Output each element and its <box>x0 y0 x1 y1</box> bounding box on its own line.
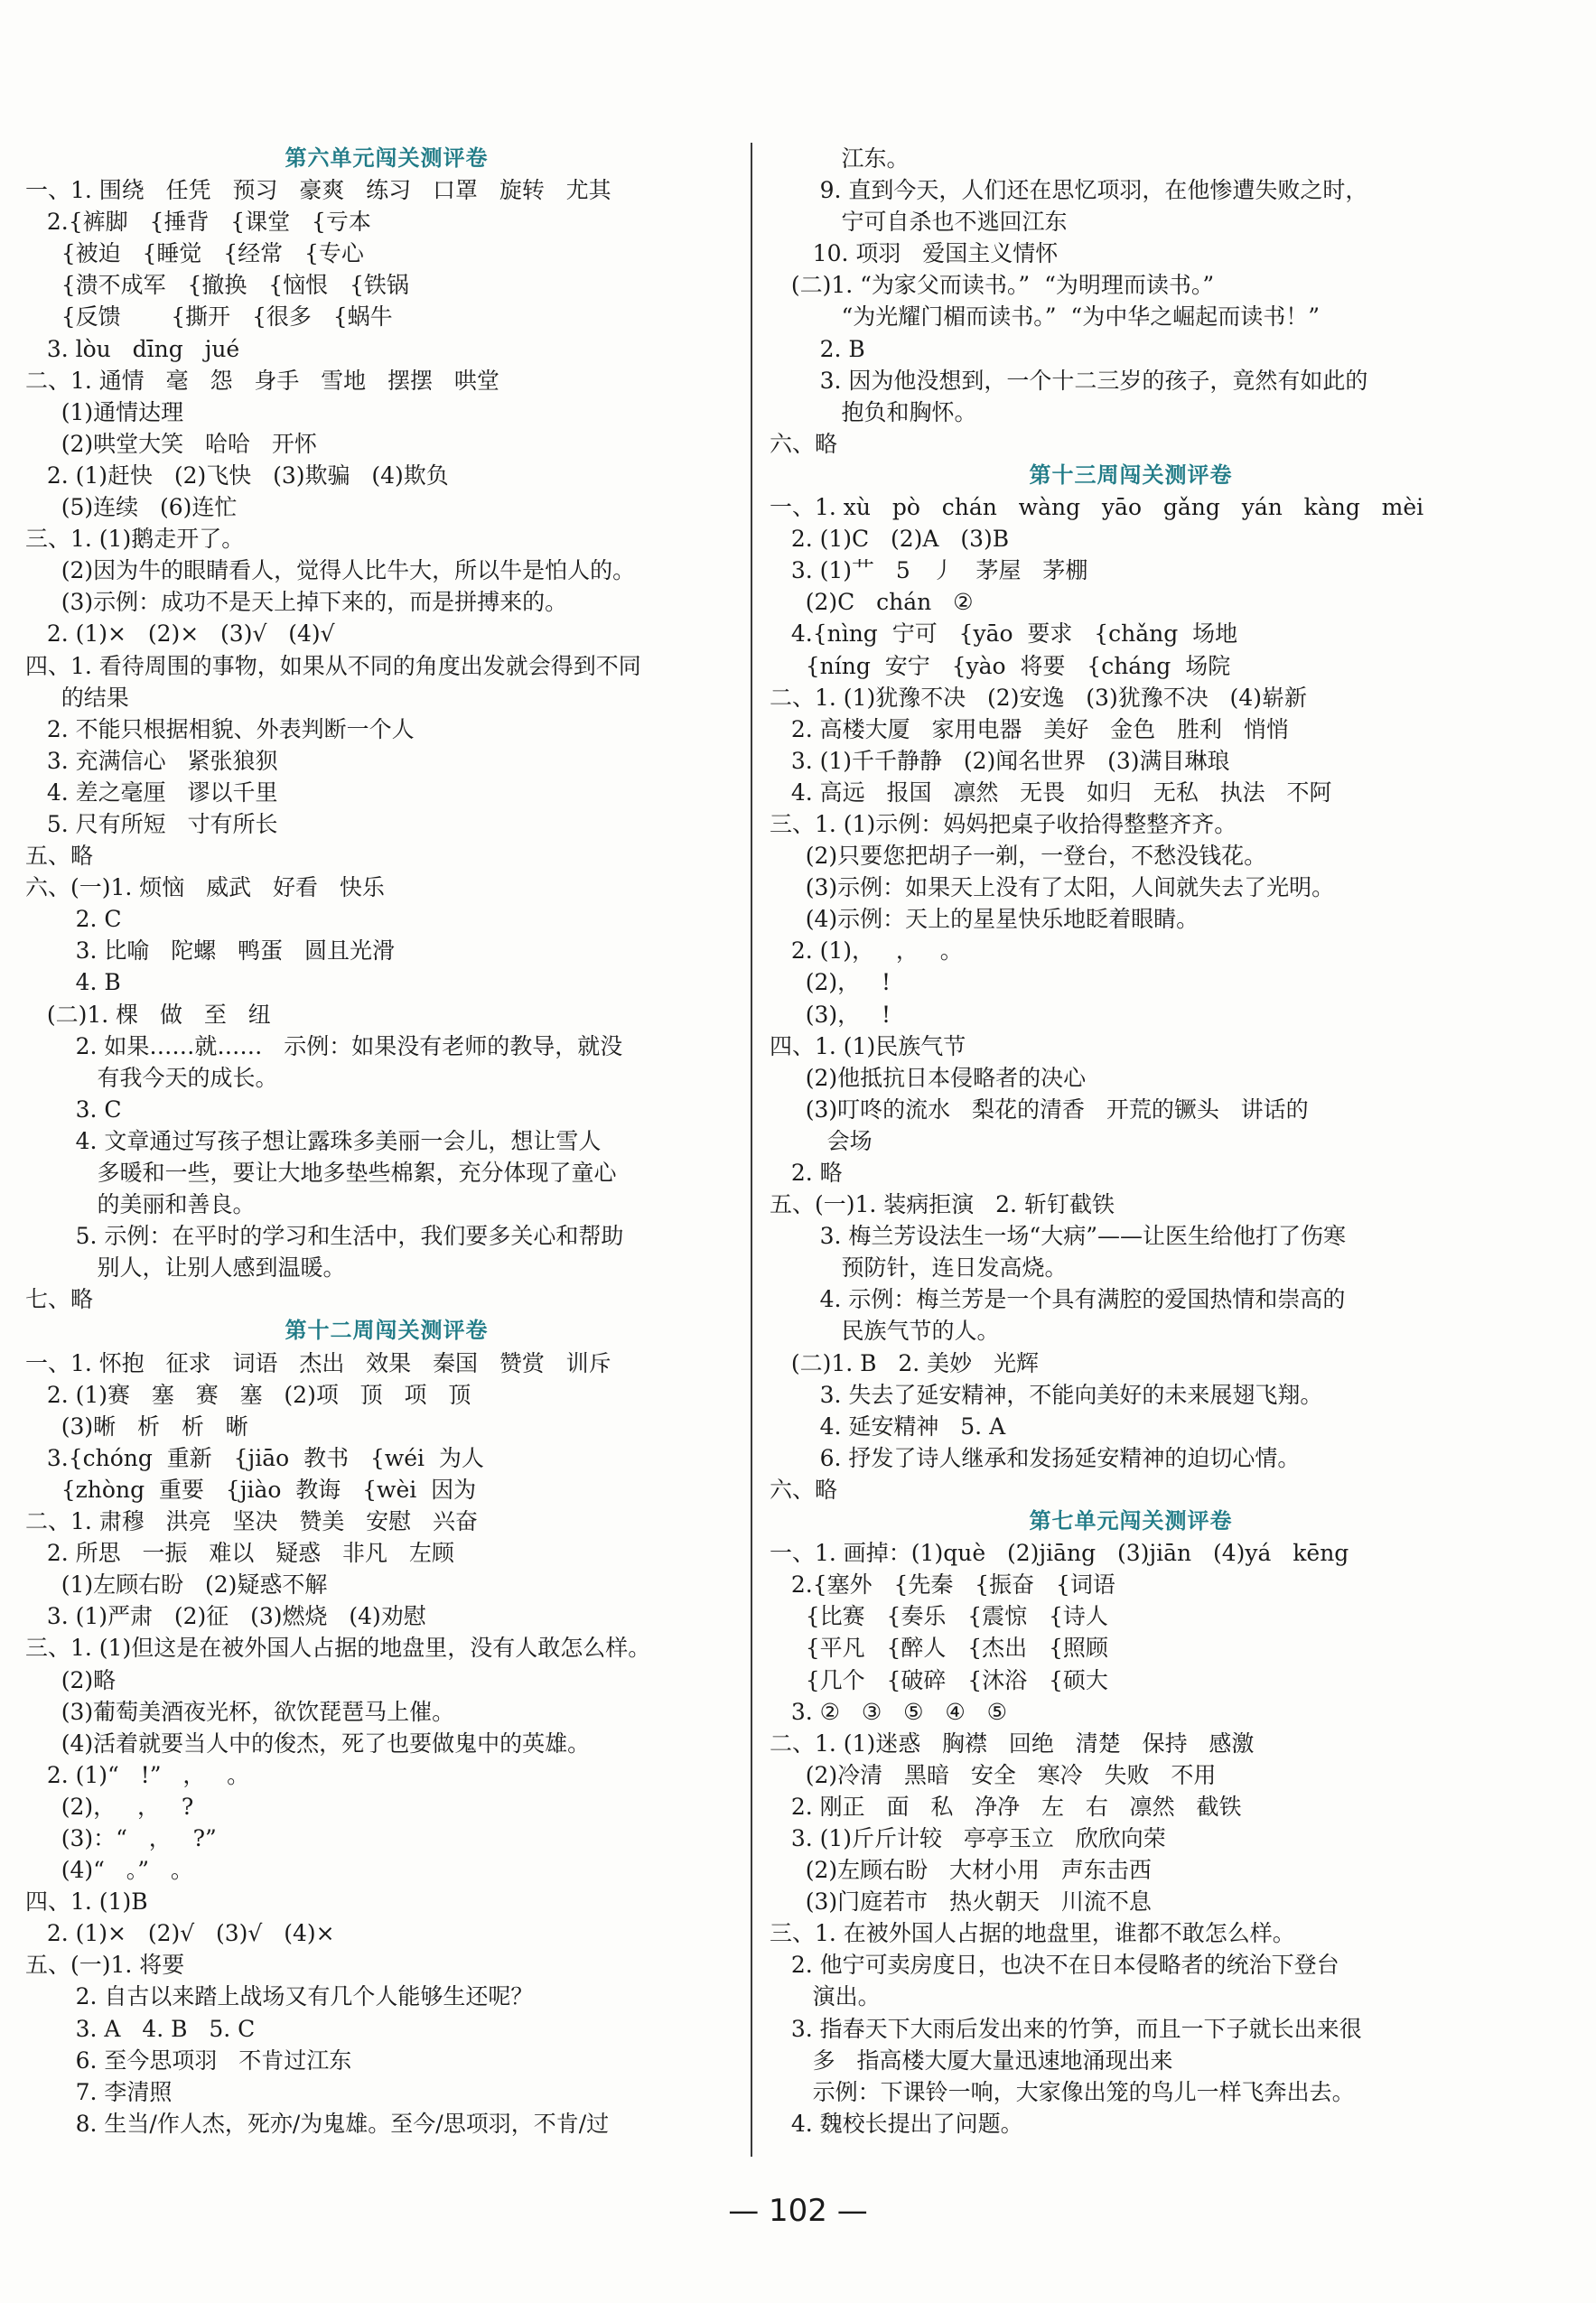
answer-line: 3. 因为他没想到，一个十二三岁的孩子，竟然有如此的 <box>770 367 1368 394</box>
answer-line: 四、1. 看待周围的事物，如果从不同的角度出发就会得到不同 <box>25 652 641 679</box>
answer-line: 一、1. 怀抱 征求 词语 杰出 效果 秦国 赞赏 训斥 <box>25 1349 611 1376</box>
answer-line: 三、1. (1)鹅走开了。 <box>25 526 245 553</box>
answer-line: 7. 李清照 <box>25 2078 173 2105</box>
answer-line: 五、略 <box>25 843 94 870</box>
answer-line: 二、1. 通情 毫 怨 身手 雪地 摆摆 哄堂 <box>25 367 499 394</box>
answer-line: 二、1. (1)迷惑 胸襟 回绝 清楚 保持 感激 <box>770 1730 1255 1757</box>
answer-line: (5)连续 (6)连忙 <box>25 494 238 521</box>
answer-line: 三、1. (1)但这是在被外国人占据的地盘里，没有人敢怎么样。 <box>25 1635 651 1662</box>
answer-line: 多暖和一些，要让大地多垫些棉絮，充分体现了童心 <box>25 1160 617 1186</box>
answer-line: 预防针，连日发高烧。 <box>770 1254 1068 1282</box>
answer-line: 3. 指春天下大雨后发出来的竹笋，而且一下子就长出来很 <box>770 2015 1362 2042</box>
answer-line: 四、1. (1)B <box>25 1888 148 1916</box>
answer-line: (2)因为牛的眼睛看人，觉得人比牛大，所以牛是怕人的。 <box>25 557 636 584</box>
answer-line: 2. (1)赶快 (2)飞快 (3)欺骗 (4)欺负 <box>25 462 449 489</box>
answer-line: (2)， ! <box>770 969 891 996</box>
answer-line: 六、(一)1. 烦恼 威武 好看 快乐 <box>25 874 385 901</box>
answer-line: 二、1. (1)犹豫不决 (2)安逸 (3)犹豫不决 (4)崭新 <box>770 684 1307 711</box>
answer-line: 3. (1)千千静静 (2)闻名世界 (3)满目琳琅 <box>770 747 1230 774</box>
answer-line: {zhòng 重要 {jiào 教诲 {wèi 因为 <box>25 1476 477 1503</box>
answer-line: (3)门庭若市 热火朝天 川流不息 <box>770 1888 1152 1916</box>
answer-line: 2. C <box>25 906 122 933</box>
answer-line: 2.{裤脚 {捶背 {课堂 {亏本 <box>25 209 371 236</box>
answer-line: (1)通情达理 <box>25 398 184 425</box>
answer-line: 演出。 <box>770 1983 881 2010</box>
answer-line: 二、1. 肃穆 洪亮 坚决 赞美 安慰 兴奋 <box>25 1508 479 1535</box>
answer-line: 的美丽和善良。 <box>25 1191 256 1218</box>
answer-line: 江东。 <box>770 145 910 172</box>
answer-line: 2. 他宁可卖房度日，也决不在日本侵略者的统治下登台 <box>770 1952 1339 1979</box>
answer-line: 民族气节的人。 <box>770 1318 1000 1345</box>
answer-line: 8. 生当/作人杰，死亦/为鬼雄。至今/思项羽，不肯/过 <box>25 2110 610 2137</box>
answer-line: 七、略 <box>25 1286 94 1313</box>
answer-line: 一、1. xù pò chán wàng yāo gǎng yán kàng mèi <box>770 494 1424 521</box>
answer-line: 2. 不能只根据相貌、外表判断一个人 <box>25 715 415 742</box>
answer-line: 有我今天的成长。 <box>25 1064 278 1091</box>
answer-line: 3. 失去了延安精神，不能向美好的未来展翅飞翔。 <box>770 1381 1323 1408</box>
left-column <box>25 143 748 2140</box>
answer-line: 3. lòu dīng jué <box>25 335 240 362</box>
answer-line: (2)哄堂大笑 哈哈 开怀 <box>25 430 317 457</box>
answer-line: (3)， ! <box>770 1001 891 1028</box>
answer-line: 5. 示例：在平时的学习和生活中，我们要多关心和帮助 <box>25 1223 624 1250</box>
answer-line: {比赛 {奏乐 {震惊 {诗人 <box>770 1603 1108 1630</box>
answer-line: 2. 刚正 面 私 净净 左 右 凛然 截铁 <box>770 1793 1242 1820</box>
answer-line: 一、1. 画掉：(1)què (2)jiāng (3)jiān (4)yá kēng <box>770 1540 1349 1567</box>
answer-line: {被迫 {睡觉 {经常 {专心 <box>25 240 364 267</box>
answer-line: 2. B <box>770 335 865 362</box>
answer-line: 6. 抒发了诗人继承和发扬延安精神的迫切心情。 <box>770 1444 1301 1471</box>
answer-line: 3.{chóng 重新 {jiāo 教书 {wéi 为人 <box>25 1444 484 1471</box>
answer-line: {平凡 {醉人 {杰出 {照顾 <box>770 1635 1108 1662</box>
answer-line: (3)：“ ， ?” <box>25 1824 217 1851</box>
section-title: 第十三周闯关测评卷 <box>1029 462 1233 488</box>
answer-line: 宁可自杀也不逃回江东 <box>770 209 1068 236</box>
answer-line: (4)活着就要当人中的俊杰，死了也要做鬼中的英雄。 <box>25 1730 591 1757</box>
answer-line: 4. B <box>25 969 121 996</box>
answer-line: (二)1. B 2. 美妙 光辉 <box>770 1349 1039 1376</box>
answer-line: (1)左顾右盼 (2)疑惑不解 <box>25 1571 328 1599</box>
answer-line: 4.{nìng 宁可 {yāo 要求 {chǎng 场地 <box>770 620 1238 648</box>
answer-line: “为光耀门楣而读书。” “为中华之崛起而读书！” <box>770 303 1320 331</box>
right-column <box>770 143 1492 2140</box>
answer-line: 4. 文章通过写孩子想让露珠多美丽一会儿，想让雪人 <box>25 1127 602 1154</box>
answer-line: {níng 安宁 {yào 将要 {cháng 场院 <box>770 652 1231 679</box>
answer-line: 三、1. 在被外国人占据的地盘里，谁都不敢怎么样。 <box>770 1920 1295 1947</box>
column-divider <box>751 143 752 2157</box>
answer-line: (2)左顾右盼 大材小用 声东击西 <box>770 1857 1152 1884</box>
answer-line: (4)“ 。” 。 <box>25 1857 193 1884</box>
section-title: 第七单元闯关测评卷 <box>1029 1508 1233 1534</box>
answer-line: 2. 自古以来踏上战场又有几个人能够生还呢？ <box>25 1983 534 2010</box>
answer-line: (3)示例：成功不是天上掉下来的，而是拼搏来的。 <box>25 589 568 616</box>
answer-line: (4)示例：天上的星星快乐地眨着眼睛。 <box>770 906 1199 933</box>
answer-line: (二)1. “为家父而读书。” “为明理而读书。” <box>770 272 1215 299</box>
answer-line: 2. (1)“ !” ， 。 <box>25 1761 250 1788</box>
answer-line: 2. 高楼大厦 家用电器 美好 金色 胜利 悄悄 <box>770 715 1289 742</box>
answer-line: 2. (1)× (2)× (3)√ (4)√ <box>25 620 335 648</box>
answer-line: (3)叮咚的流水 梨花的清香 开荒的镢头 讲话的 <box>770 1096 1309 1123</box>
answer-line: 多 指高楼大厦大量迅速地涌现出来 <box>770 2047 1173 2074</box>
answer-line: (3)示例：如果天上没有了太阳，人间就失去了光明。 <box>770 874 1335 901</box>
section-title: 第十二周闯关测评卷 <box>285 1318 489 1344</box>
section-title: 第六单元闯关测评卷 <box>285 145 489 171</box>
answer-line: 别人，让别人感到温暖。 <box>25 1254 346 1282</box>
answer-line: 3. (1)艹 5 丿 茅屋 茅棚 <box>770 557 1088 584</box>
page-number: — 102 — <box>728 2193 868 2229</box>
answer-line: 3. C <box>25 1096 122 1123</box>
answer-line: {反馈 {撕开 {很多 {蜗牛 <box>25 303 393 331</box>
answer-line: 2.{塞外 {先秦 {振奋 {词语 <box>770 1571 1115 1599</box>
answer-line: 4. 延安精神 5. A <box>770 1413 1006 1440</box>
answer-line: 9. 直到今天，人们还在思忆项羽，在他惨遭失败之时， <box>770 177 1368 204</box>
answer-line: 10. 项羽 爱国主义情怀 <box>770 240 1059 267</box>
answer-line: 六、略 <box>770 430 838 457</box>
answer-line: 五、(一)1. 将要 <box>25 1952 185 1979</box>
answer-line: 会场 <box>770 1127 873 1154</box>
answer-line: (2)C chán ② <box>770 589 974 616</box>
answer-line: 3. (1)斤斤计较 亭亭玉立 欣欣向荣 <box>770 1824 1166 1851</box>
answer-line: 示例：下课铃一响，大家像出笼的鸟儿一样飞奔出去。 <box>770 2078 1355 2105</box>
answer-line: 3. (1)严肃 (2)征 (3)燃烧 (4)劝慰 <box>25 1603 426 1630</box>
answer-line: 六、略 <box>770 1476 838 1503</box>
answer-line: {几个 {破碎 {沐浴 {硕大 <box>770 1666 1108 1693</box>
answer-line: 2. 如果……就…… 示例：如果没有老师的教导，就没 <box>25 1032 623 1059</box>
answer-line: (2)略 <box>25 1666 117 1693</box>
answer-line: 五、(一)1. 装病拒演 2. 斩钉截铁 <box>770 1191 1115 1218</box>
answer-line: 3. A 4. B 5. C <box>25 2015 256 2042</box>
answer-line: (2)只要您把胡子一剃，一登台，不愁没钱花。 <box>770 843 1267 870</box>
answer-line: (3)晰 析 析 晰 <box>25 1413 248 1440</box>
answer-line: 4. 差之毫厘 谬以千里 <box>25 779 278 806</box>
answer-line: 2. 略 <box>770 1160 843 1186</box>
answer-line: 一、1. 围绕 任凭 预习 豪爽 练习 口罩 旋转 尤其 <box>25 177 611 204</box>
answer-line: (2)， ， ? <box>25 1793 194 1820</box>
answer-line: (3)葡萄美酒夜光杯，欲饮琵琶马上催。 <box>25 1698 455 1725</box>
answer-line: (2)他抵抗日本侵略者的决心 <box>770 1064 1087 1091</box>
answer-line: 2. (1)， ， 。 <box>770 937 963 965</box>
answer-line: (2)冷清 黑暗 安全 寒冷 失败 不用 <box>770 1761 1217 1788</box>
answer-line: 4. 示例：梅兰芳是一个具有满腔的爱国热情和崇高的 <box>770 1286 1346 1313</box>
answer-line: 2. (1)赛 塞 赛 塞 (2)项 顶 项 顶 <box>25 1381 471 1408</box>
answer-line: 的结果 <box>25 684 129 711</box>
answer-line: (二)1. 棵 做 至 纽 <box>25 1001 271 1028</box>
answer-line: 四、1. (1)民族气节 <box>770 1032 966 1059</box>
answer-line: 3. 比喻 陀螺 鸭蛋 圆且光滑 <box>25 937 395 965</box>
answer-line: 3. 充满信心 紧张狼狈 <box>25 747 278 774</box>
answer-line: 3. ② ③ ⑤ ④ ⑤ <box>770 1698 1008 1725</box>
answer-line: 4. 魏校长提出了问题。 <box>770 2110 1023 2137</box>
answer-line: 4. 高远 报国 凛然 无畏 如归 无私 执法 不阿 <box>770 779 1332 806</box>
answer-line: {溃不成军 {撤换 {恼恨 {铁锅 <box>25 272 409 299</box>
answer-line: 2. (1)C (2)A (3)B <box>770 526 1010 553</box>
answer-line: 2. 所思 一振 难以 疑惑 非凡 左顾 <box>25 1540 454 1567</box>
answer-line: 5. 尺有所短 寸有所长 <box>25 810 278 837</box>
answer-line: 三、1. (1)示例：妈妈把桌子收拾得整整齐齐。 <box>770 810 1237 837</box>
answer-line: 2. (1)× (2)√ (3)√ (4)× <box>25 1920 335 1947</box>
answer-line: 6. 至今思项羽 不肯过江东 <box>25 2047 352 2074</box>
answer-line: 抱负和胸怀。 <box>770 398 977 425</box>
answer-line: 3. 梅兰芳设法生一场“大病”——让医生给他打了伤寒 <box>770 1223 1346 1250</box>
